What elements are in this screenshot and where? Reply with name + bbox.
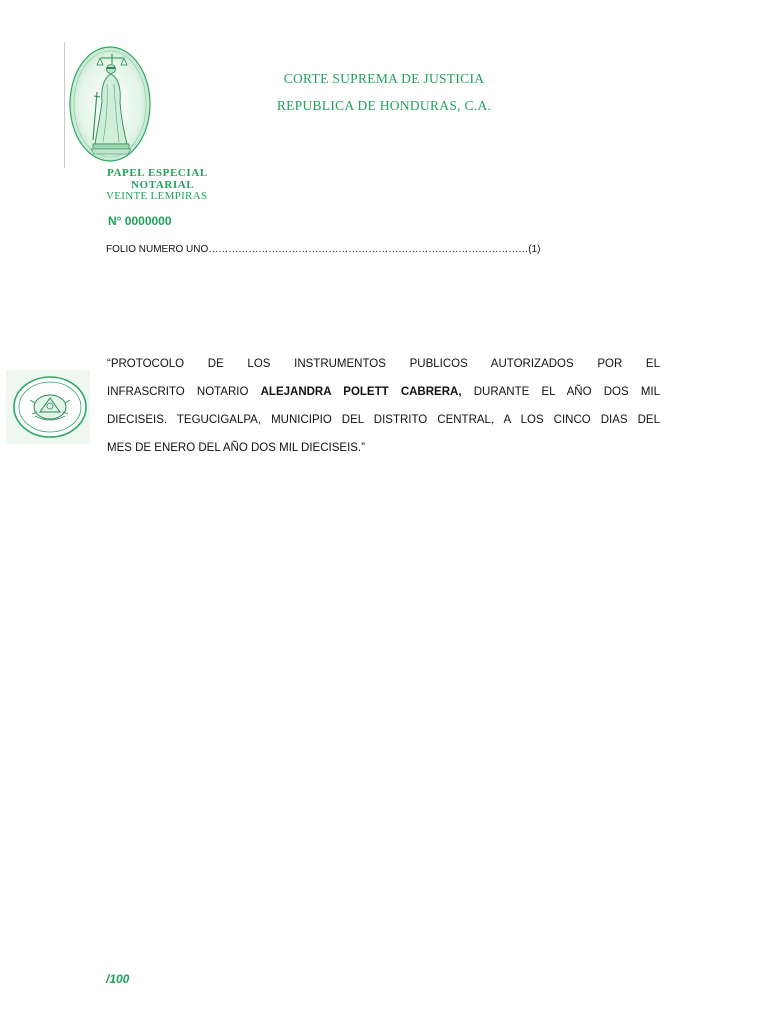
serial-number: N° 0000000: [108, 214, 172, 228]
protocol-line-4: MES DE ENERO DEL AÑO DOS MIL DIECISEIS.”: [107, 442, 365, 454]
protocol-line-2: INFRASCRITO NOTARIO ALEJANDRA POLETT CABRERA, DURANTE EL AÑO DOS MIL: [107, 386, 660, 398]
protocol-text: [107, 350, 660, 462]
protocol-line-3: DIECISEIS. TEGUCIGALPA, MUNICIPIO DEL DISTRITO CENTRAL, A LOS CINCO DIAS DEL: [107, 414, 660, 426]
judicial-seal: [6, 370, 90, 444]
paper-type-line-1: PAPEL ESPECIAL: [107, 167, 208, 179]
paper-type-line-2: NOTARIAL: [131, 179, 195, 191]
page-count: /100: [106, 972, 130, 986]
folio-line: FOLIO NUMERO UNO……………………………………………………………………………………(1): [106, 244, 541, 255]
honduras-coat-of-arms-icon: [6, 370, 90, 444]
lady-justice-icon: [67, 44, 153, 164]
protocol-line-1: “PROTOCOLO DE LOS INSTRUMENTOS PUBLICOS AUTORIZADOS POR EL: [107, 358, 660, 370]
justice-emblem: [64, 42, 157, 168]
country-name: REPUBLICA DE HONDURAS, C.A.: [276, 98, 492, 113]
paper-value: VEINTE LEMPIRAS: [106, 190, 208, 202]
notary-name: ALEJANDRA POLETT CABRERA,: [260, 386, 462, 398]
court-name: CORTE SUPREMA DE JUSTICIA: [283, 71, 485, 86]
